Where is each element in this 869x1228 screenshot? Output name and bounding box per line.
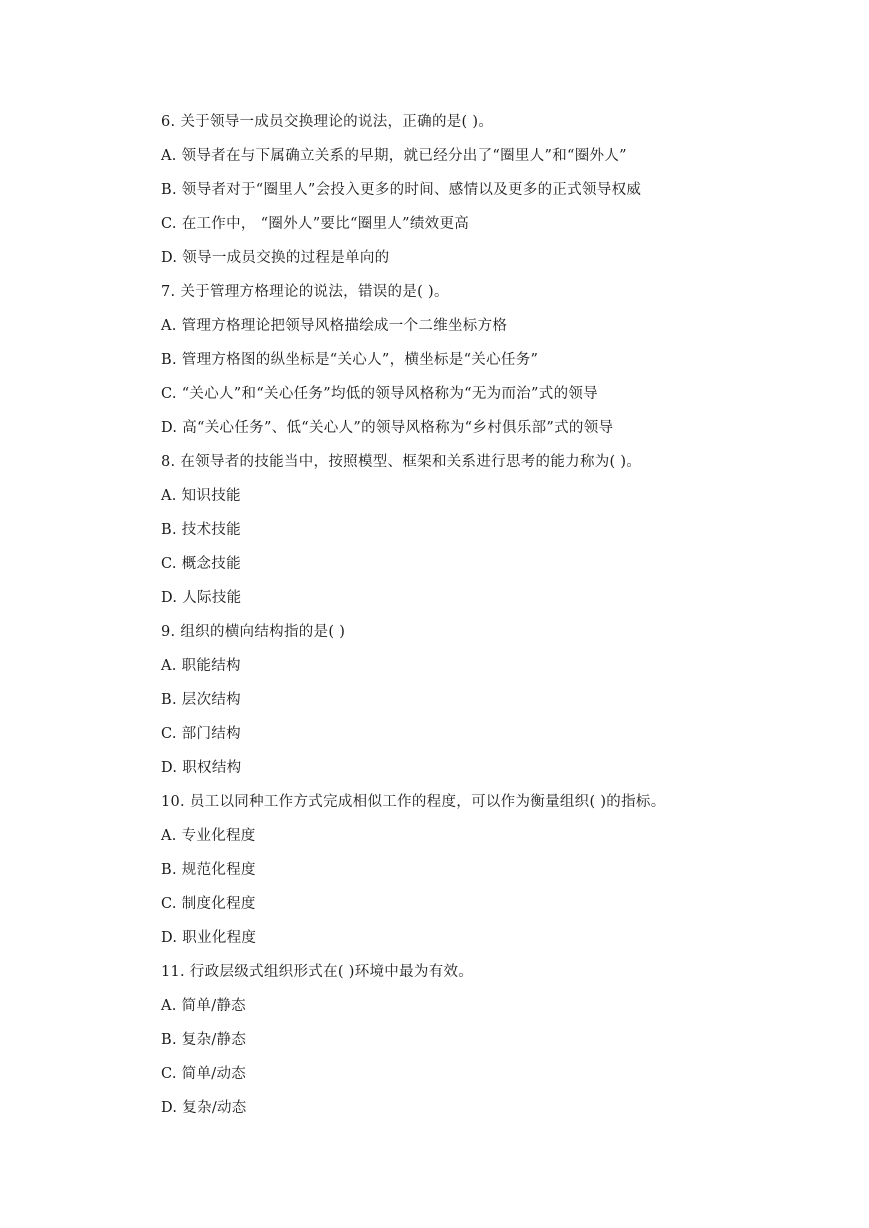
option-a: A. 职能结构 <box>161 658 241 674</box>
option-a: A. 知识技能 <box>161 488 241 504</box>
question-stem: 11. 行政层级式组织形式在( )环境中最为有效。 <box>161 964 474 980</box>
question-7 <box>161 280 841 450</box>
option-c: C. 在工作中， “圈外人”要比“圈里人”绩效更高 <box>161 216 470 232</box>
question-9 <box>161 620 841 790</box>
question-6 <box>161 110 841 280</box>
option-b: B. 复杂/静态 <box>161 1032 247 1048</box>
option-a: A. 专业化程度 <box>161 828 256 844</box>
option-a: A. 管理方格理论把领导风格描绘成一个二维坐标方格 <box>161 318 508 334</box>
option-c: C. 部门结构 <box>161 726 241 742</box>
question-stem: 7. 关于管理方格理论的说法，错误的是( )。 <box>161 284 449 300</box>
option-c: C. “关心人”和“关心任务”均低的领导风格称为“无为而治”式的领导 <box>161 386 598 402</box>
option-d: D. 人际技能 <box>161 590 242 606</box>
question-stem: 10. 员工以同种工作方式完成相似工作的程度，可以作为衡量组织( )的指标。 <box>161 794 666 810</box>
option-d: D. 职权结构 <box>161 760 242 776</box>
option-a: A. 领导者在与下属确立关系的早期，就已经分出了“圈里人”和“圈外人” <box>161 148 627 164</box>
option-b: B. 技术技能 <box>161 522 241 538</box>
question-11 <box>161 960 841 1130</box>
option-b: B. 规范化程度 <box>161 862 256 878</box>
option-c: C. 简单/动态 <box>161 1066 247 1082</box>
document-page <box>161 110 841 1130</box>
option-b: B. 领导者对于“圈里人”会投入更多的时间、感情以及更多的正式领导权威 <box>161 182 642 198</box>
question-stem: 9. 组织的横向结构指的是( ) <box>161 624 346 640</box>
option-d: D. 领导一成员交换的过程是单向的 <box>161 250 390 266</box>
question-8 <box>161 450 841 620</box>
question-stem: 8. 在领导者的技能当中，按照模型、框架和关系进行思考的能力称为( )。 <box>161 454 642 470</box>
option-d: D. 职业化程度 <box>161 930 257 946</box>
option-a: A. 简单/静态 <box>161 998 246 1014</box>
option-c: C. 概念技能 <box>161 556 241 572</box>
option-c: C. 制度化程度 <box>161 896 256 912</box>
option-b: B. 管理方格图的纵坐标是“关心人”，横坐标是“关心任务” <box>161 352 539 368</box>
option-b: B. 层次结构 <box>161 692 241 708</box>
option-d: D. 复杂/动态 <box>161 1100 247 1116</box>
question-10 <box>161 790 841 960</box>
option-d: D. 高“关心任务”、低“关心人”的领导风格称为“乡村俱乐部”式的领导 <box>161 420 614 436</box>
question-stem: 6. 关于领导一成员交换理论的说法，正确的是( )。 <box>161 114 494 130</box>
